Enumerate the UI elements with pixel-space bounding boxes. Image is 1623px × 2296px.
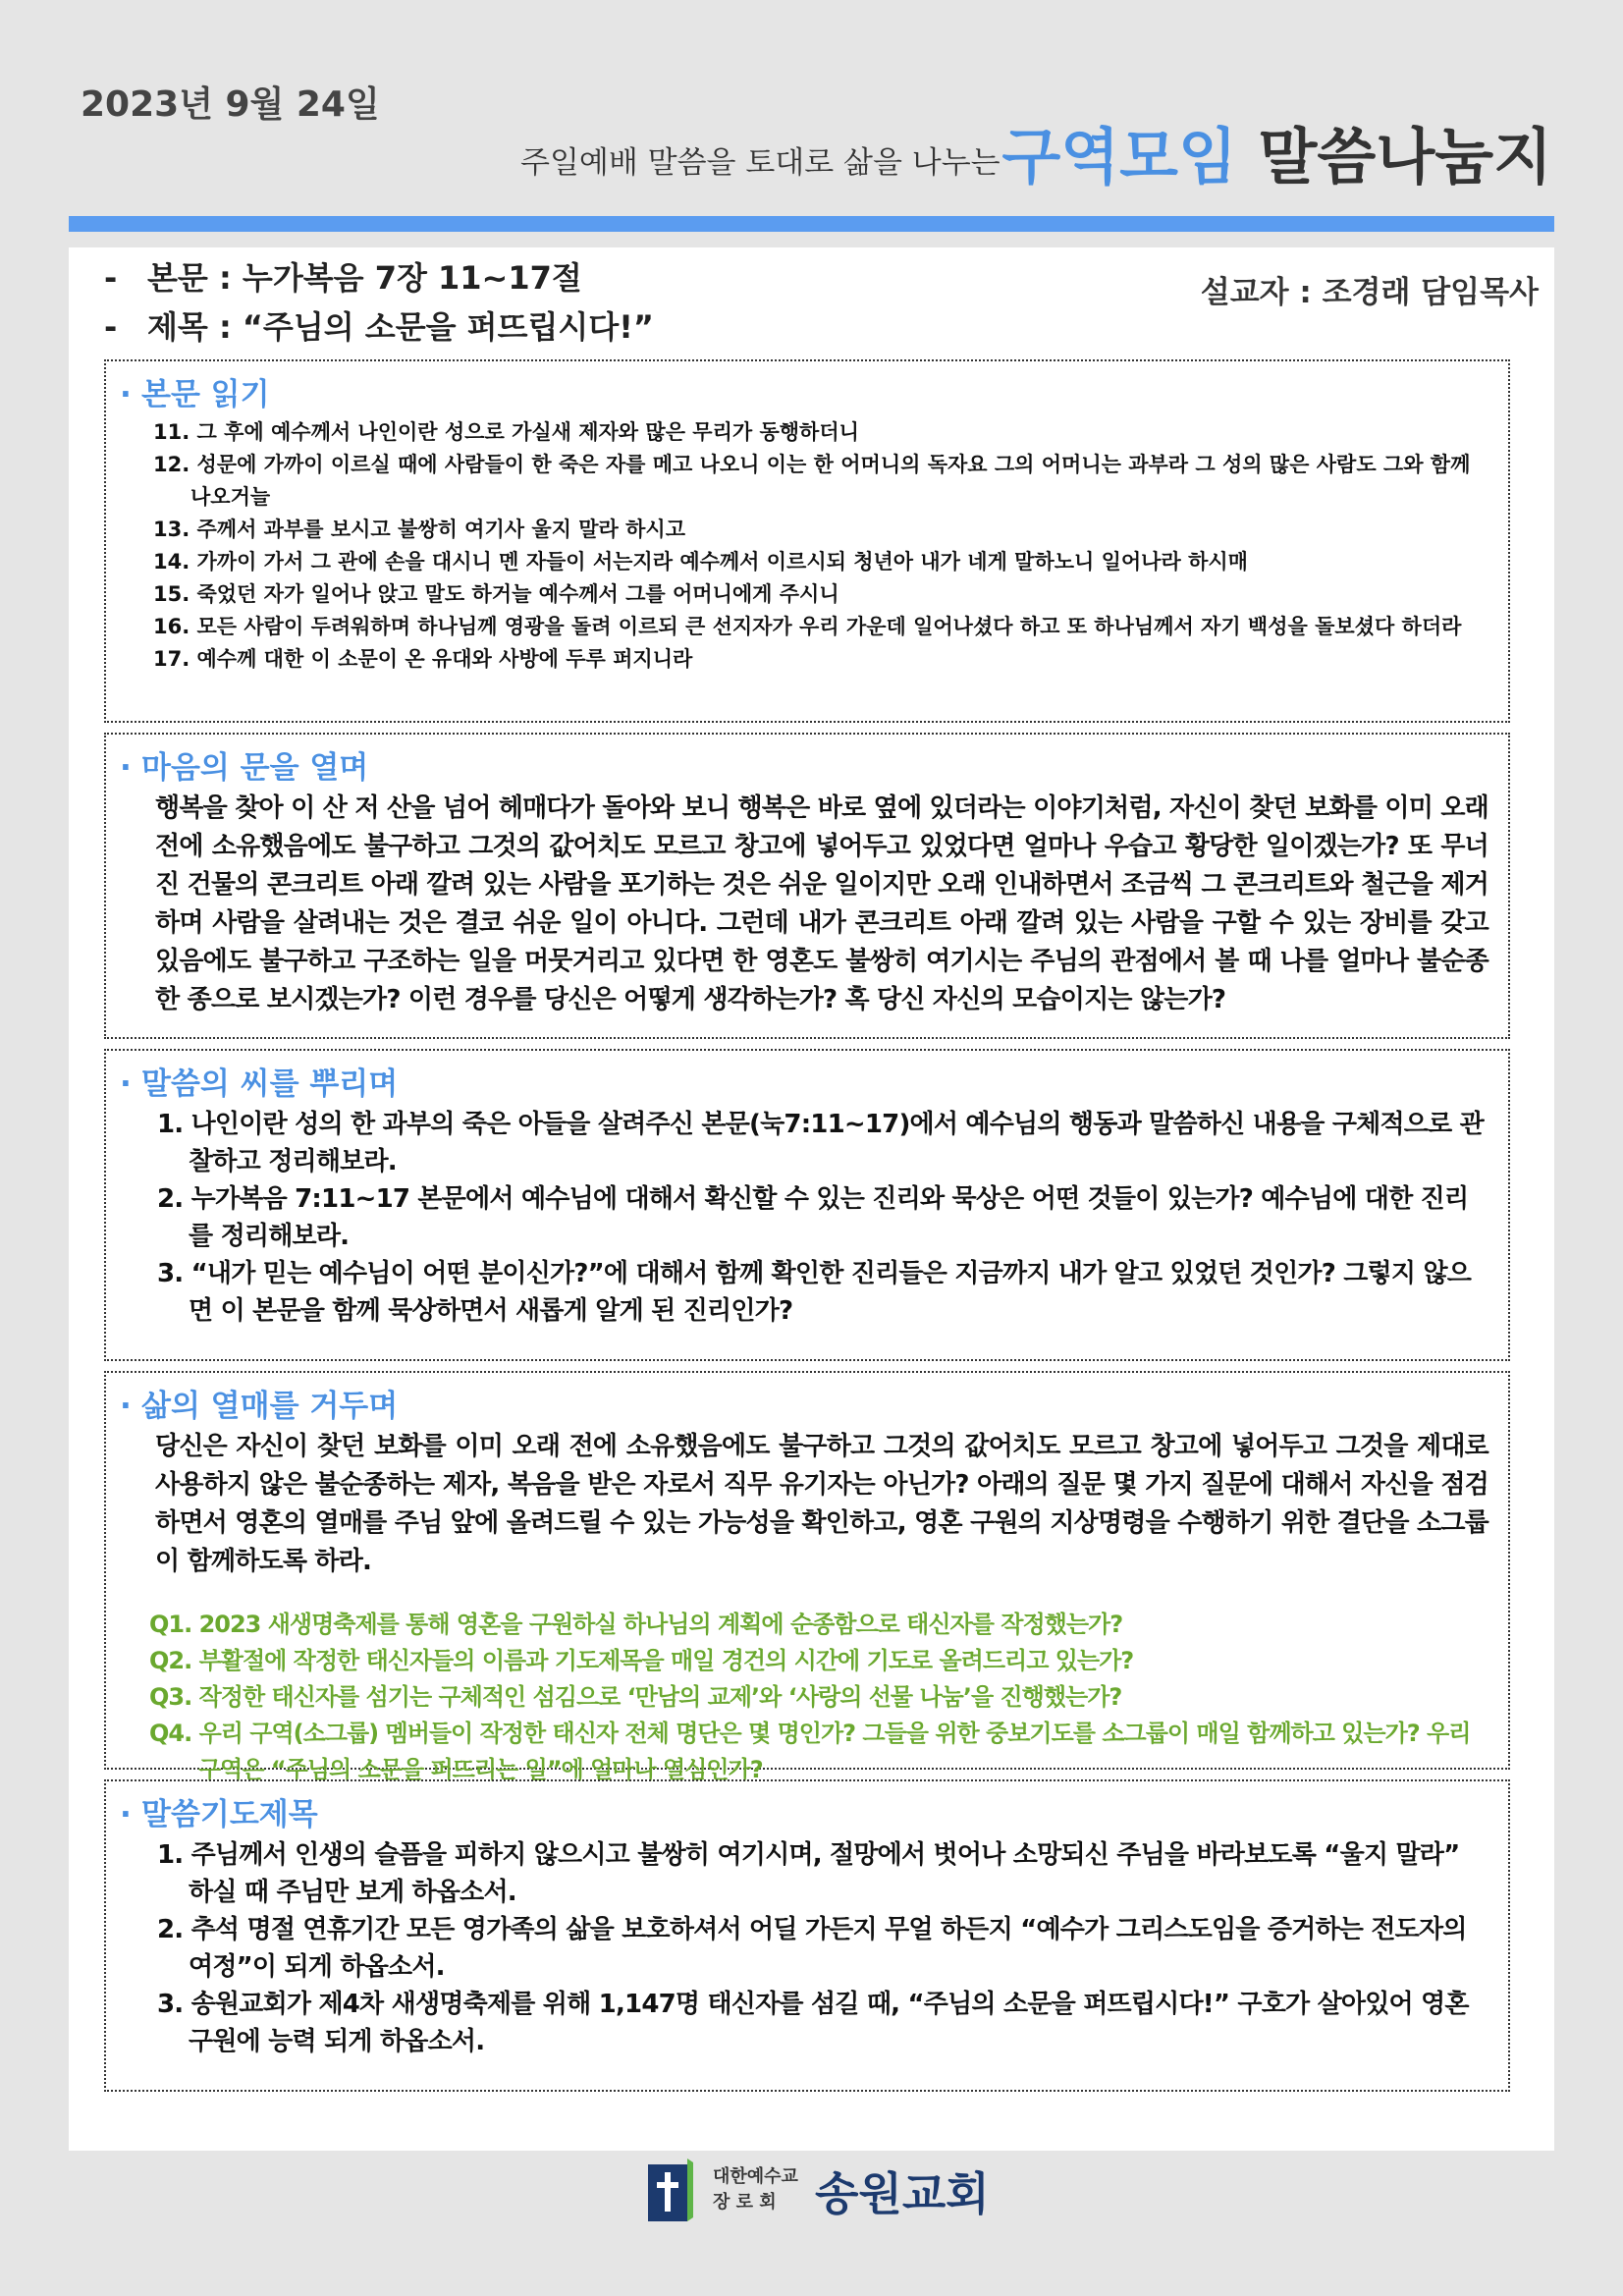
green-question: Q2. 부활절에 작정한 태신자들의 이름과 기도제목을 매일 경건의 시간에 기도로 올려드리고 있는가? — [149, 1647, 1134, 1674]
section-heading — [120, 373, 1488, 416]
content-sheet — [69, 247, 1554, 2151]
prayer-item: 2. 추석 명절 연휴기간 모든 영가족의 삶을 보호하셔서 어딜 가든지 무얼 하든지 “예수가 그리스도임을 증거하는 전도자의 여정”이 되게 하옵소서. — [157, 1915, 1467, 1982]
prayer-item: 1. 주님께서 인생의 슬픔을 피하지 않으시고 불쌍히 여기시며, 절망에서 벗어나 소망되신 주님을 바라보도록 “울지 말라” 하실 때 주님만 보게 하옵소서. — [157, 1840, 1460, 1907]
green-question: Q4. 우리 구역(소그룹) 멤버들이 작정한 태신자 전체 명단은 몇 명인가? 그들을 위한 중보기도를 소그룹이 매일 함께하고 있는가? 우리 구역은 “주님의 소문을 퍼뜨리는 일”에 얼마나 열심인가? — [149, 1720, 1471, 1783]
green-question: Q1. 2023 새생명축제를 통해 영혼을 구원하실 하나님의 계획에 순종함으로 태신자를 작정했는가? — [149, 1611, 1123, 1638]
verse-item: 11. 그 후에 예수께서 나인이란 성으로 가실새 제자와 많은 무리가 동행하더니 — [153, 420, 859, 444]
heading-text: 말씀의 씨를 뿌리며 — [141, 1066, 399, 1102]
church-name: 송원교회 — [815, 2167, 990, 2220]
title-rest: 말씀나눔지 — [1258, 121, 1552, 192]
heading-text: 삶의 열매를 거두며 — [141, 1389, 399, 1424]
verse-item: 16. 모든 사람이 두려워하며 하나님께 영광을 돌려 이르되 큰 선지자가 우리 가운데 일어나셨다 하고 또 하나님께서 자기 백성을 돌보셨다 하더라 — [153, 615, 1462, 638]
passage-line — [104, 253, 654, 302]
heading-text: 마음의 문을 열며 — [141, 750, 369, 786]
verse-item: 15. 죽었던 자가 일어나 앉고 말도 하거늘 예수께서 그를 어머니에게 주시니 — [153, 582, 839, 606]
title-accent: 구역모임 — [1001, 121, 1237, 192]
verse-item: 17. 예수께 대한 이 소문이 온 유대와 사방에 두루 퍼지니라 — [153, 647, 693, 671]
bullet-dot: · — [120, 1797, 132, 1832]
sermon-title: 제목 : “주님의 소문을 퍼뜨립시다!” — [147, 308, 654, 346]
section-harvest — [104, 1371, 1510, 1783]
page-title — [1001, 108, 1552, 195]
question-item: 1. 나인이란 성의 한 과부의 죽은 아들을 살려주신 본문(눅7:11~17)에서 예수님의 행동과 말씀하신 내용을 구체적으로 관찰하고 정리해보라. — [157, 1110, 1485, 1176]
denomination-line: 대한예수교 — [713, 2166, 798, 2187]
section-paragraph: 당신은 자신이 찾던 보화를 이미 오래 전에 소유했음에도 불구하고 그것의 값어치도 모르고 창고에 넣어두고 그것을 제대로 사용하지 않은 불순종하는 제자, 복음을 받은 자로서 직무 유기자는 아닌가? 아래의 질문 몇 가지 질문에 대해서 자신을 점검하면서 영혼의 열매를 주님 앞에 올려드릴 수 있는 가능성을 확인하고, 영혼 구원의 지상명령을 수행하기 위한 결단을 소그룹이 함께하도록 하라. — [155, 1432, 1488, 1576]
preacher: 설교자 : 조경래 담임목사 — [1200, 275, 1539, 310]
bullet-dot: · — [120, 1389, 132, 1424]
page-subtitle: 주일예배 말씀을 토대로 삶을 나누는 — [520, 145, 1001, 181]
heading-text: 본문 읽기 — [141, 377, 270, 412]
bullet-dot: · — [120, 377, 132, 412]
header-divider — [69, 216, 1554, 232]
date: 2023년 9월 24일 — [81, 84, 380, 125]
question-item: 2. 누가복음 7:11~17 본문에서 예수님에 대해서 확신할 수 있는 진리와 묵상은 어떤 것들이 있는가? 예수님에 대한 진리를 정리해보라. — [157, 1184, 1469, 1251]
green-question: Q3. 작정한 태신자를 섬기는 구체적인 섬김으로 ‘만남의 교제’와 ‘사랑의 선물 나눔’을 진행했는가? — [149, 1683, 1122, 1711]
dash-bullet: - — [104, 259, 118, 297]
verse-item: 13. 주께서 과부를 보시고 불쌍히 여기사 울지 말라 하시고 — [153, 518, 685, 541]
prayer-item: 3. 송원교회가 제4차 새생명축제를 위해 1,147명 태신자를 섬길 때, “주님의 소문을 퍼뜨립시다!” 구호가 살아있어 영혼 구원에 능력 되게 하옵소서. — [157, 1990, 1469, 2056]
verse-item: 12. 성문에 가까이 이르실 때에 사람들이 한 죽은 자를 메고 나오니 이는 한 어머니의 독자요 그의 어머니는 과부라 그 성의 많은 사람도 그와 함께 나오거늘 — [153, 453, 1471, 509]
heading-text: 말씀기도제목 — [141, 1797, 318, 1832]
section-paragraph: 행복을 찾아 이 산 저 산을 넘어 헤매다가 돌아와 보니 행복은 바로 옆에 있더라는 이야기처럼, 자신이 찾던 보화를 이미 오래 전에 소유했음에도 불구하고 그것의 값어치도 모르고 창고에 넣어두고 있었다면 얼마나 우습고 황당한 일이겠는가? 또 무너진 건물의 콘크리트 아래 깔려 있는 사람을 포기하는 것은 쉬운 일이지만 오래 인내하면서 조금씩 그 콘크리트와 철근을 제거하며 사람을 살려내는 것은 결코 쉬운 일이 아니다. 그런데 내가 콘크리트 아래 깔려 있는 사람을 구할 수 있는 장비를 갖고 있음에도 불구하고 구조하는 일을 머뭇거리고 있다면 한 영혼도 불쌍히 여기시는 주님의 관점에서 볼 때 나를 얼마나 불순종한 종으로 보시겠는가? 이런 경우를 당신은 어떻게 생각하는가? 혹 당신 자신의 모습이지는 않는가? — [155, 793, 1488, 1014]
section-reading — [104, 359, 1510, 723]
section-heading — [120, 1063, 1488, 1106]
section-sow — [104, 1049, 1510, 1361]
section-heading — [120, 746, 1488, 790]
spacer — [120, 1581, 1488, 1607]
question-item: 3. “내가 믿는 예수님이 어떤 분이신가?”에 대해서 함께 확인한 진리들은 지금까지 내가 알고 있었던 것인가? 그렇지 않으면 이 본문을 함께 묵상하면서 새롭게 알게 된 진리인가? — [157, 1259, 1472, 1326]
verse-item: 14. 가까이 가서 그 관에 손을 대시니 멘 자들이 서는지라 예수께서 이르시되 청년아 내가 네게 말하노니 일어나라 하시매 — [153, 550, 1248, 574]
section-heading — [120, 1385, 1488, 1428]
dash-bullet: - — [104, 308, 118, 346]
sermon-meta — [104, 253, 654, 352]
bullet-dot: · — [120, 1066, 132, 1102]
church-logo — [648, 2159, 990, 2237]
title-line — [104, 302, 654, 352]
section-prayer — [104, 1779, 1510, 2092]
section-heading — [120, 1793, 1488, 1836]
passage: 본문 : 누가복음 7장 11~17절 — [147, 259, 582, 297]
bullet-dot: · — [120, 750, 132, 786]
section-open-heart — [104, 733, 1510, 1039]
cross-logo-icon — [648, 2159, 693, 2223]
denomination — [713, 2164, 798, 2215]
denomination-line: 장 로 회 — [713, 2192, 777, 2213]
